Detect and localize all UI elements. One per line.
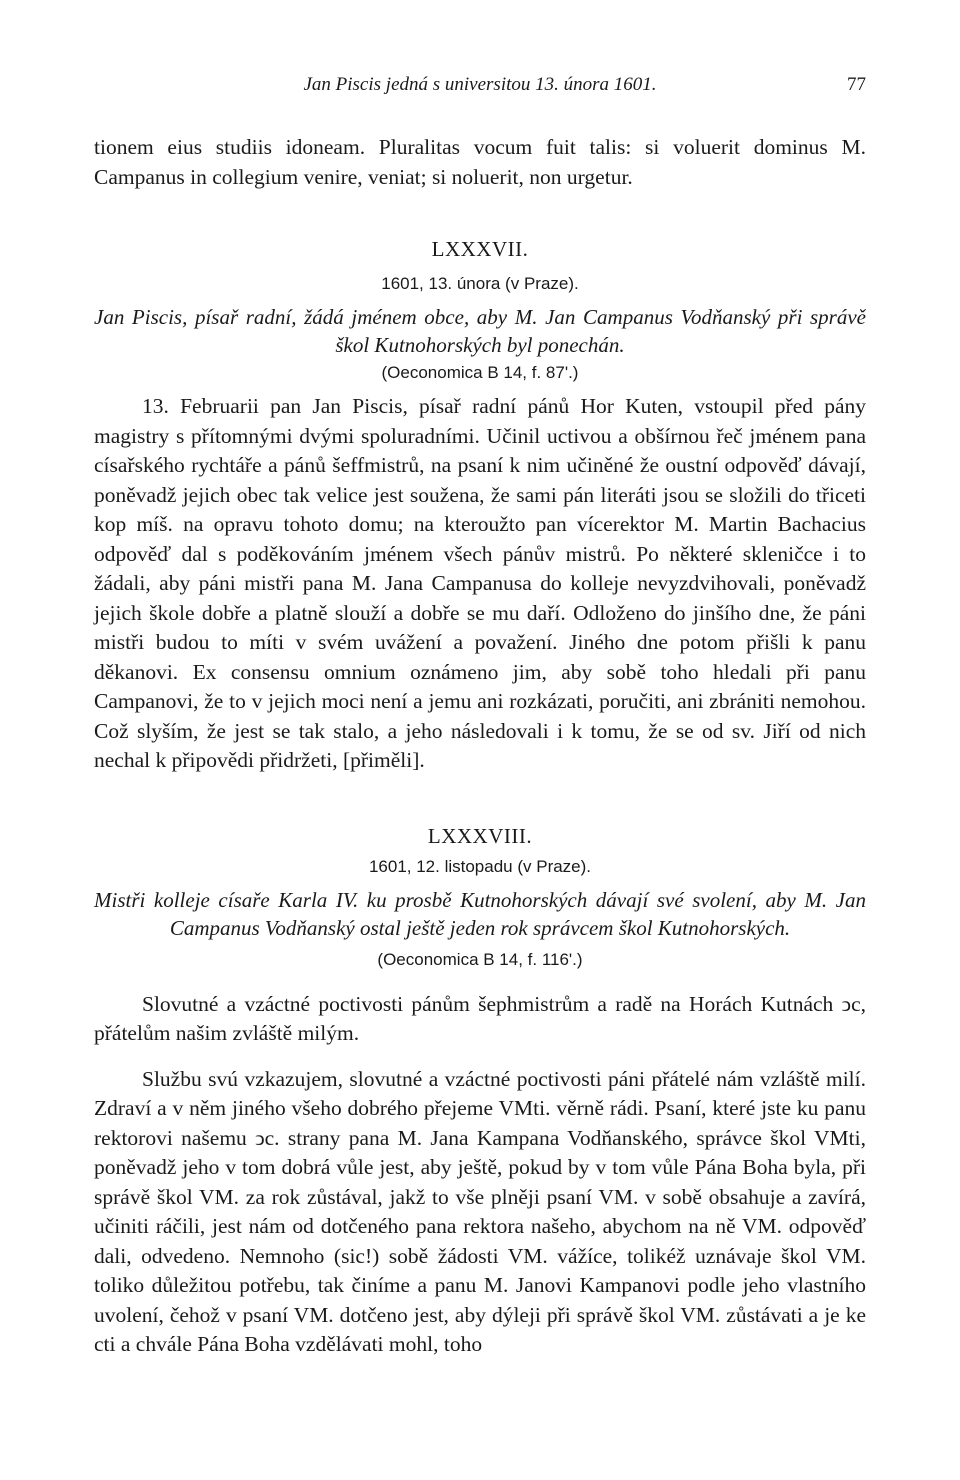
- document-summary: Jan Piscis, písař radní, žádá jménem obce, aby M. Jan Campanus Vodňanský při správě škol Kutnohorských byl ponechán.: [94, 305, 866, 357]
- opening-paragraph: tionem eius studiis idoneam. Pluralitas vocum fuit talis: si voluerit dominus M. Campanus in collegium venire, veniat; si noluerit, non urgetur.: [94, 135, 866, 189]
- running-head-title: Jan Piscis jedná s universitou 13. února 1601.: [303, 74, 657, 95]
- document-source: (Oeconomica B 14, f. 87'.): [381, 363, 579, 382]
- document-numeral: LXXXVIII.: [427, 823, 533, 848]
- document-text: 13. Februarii pan Jan Piscis, písař radní pánů Hor Kuten, vstoupil před pány magistry s přítomnými dvými spoluradními. Učinil uctivou a obšírnou řeč jménem pana císařského rychtáře a pánů šeffmistrů, na psaní k nim učiněné že oustní odpověď dávají, poněvadž jejich obec tak velice jest soužena, že sami pán literáti jsou se složili do třiceti kop míš. na opravu tohoto domu; na kteroužto pan vícerektor M. Martin Bachacius odpověď dal s poděkováním jménem všech pánův mistrů. Po některé skleničce i to žádali, aby páni mistři pana M. Jana Campanusa do kolleje nevyzdvihovali, poněvadž jejich škole dobře a platně slouží a dobře se mu daří. Odloženo do jinšího dne, že páni mistři budou to míti v svém uvážení a považení. Jiného dne potom přišli k panu děkanovi. Ex consensu omnium oznámeno jim, aby sobě toho hledali při panu Campanovi, že to v jejich moci není a jemu ani rozkázati, poručiti, ani zbrániti nemohou. Což slyším, že jest se tak stalo, a jeho následovali i k tomu, že se od sv. Jiří od nich nechal k připovědi přidržeti, [přiměli].: [94, 394, 866, 772]
- document-date: 1601, 13. února (v Praze).: [381, 274, 579, 293]
- document-summary: Mistři kolleje císaře Karla IV. ku prosbě Kutnohorských dávají své svolení, aby M. Jan Campanus Vodňanský ostal ještě jeden rok správcem škol Kutnohorských.: [94, 887, 866, 940]
- letter-address: Slovutné a vzáctné poctivosti pánům šephmistrům a radě na Horách Kutnách ↄc, přátelům našim zvláště milým.: [94, 991, 866, 1045]
- document-numeral: LXXXVII.: [431, 237, 529, 261]
- document-lxxxvii: [94, 237, 866, 776]
- document-date: 1601, 12. listopadu (v Praze).: [368, 856, 592, 876]
- page-number: 77: [847, 74, 866, 95]
- running-head: [94, 74, 866, 104]
- letter-body: Službu svú vzkazujem, slovutné a vzáctné poctivosti páni přátelé nám vzláště milí. Zdraví a v něm jiného všeho dobrého přejeme VMti. věrně rádi. Psaní, které jste ku panu rektorovi našemu ↄc. strany pana M. Jana Kampana Vodňanského, správce škol VMti, poněvadž jeho v tom dobrá vůle jest, aby ještě, pokud by v tom vůle Pána Boha byla, při správě škol VM. za rok zůstával, jakž to vše plněji psaní VM. v sobě obsahuje a zavírá, učiniti ráčili, jest nám od dotčeného pana rektora našeho, abychom na ně VM. odpověď dali, odvedeno. Nemnoho (sic!) sobě žádosti VM. vážíce, tolikéž uznávaje škol VM. toliko důležitou potřebu, tak činíme a panu M. Janovi Kampanovi podle jeho vlastního uvolení, čehož v psaní VM. dotčeno jest, aby dýleji při správě škol VM. zůstávati a je ke cti a chvále Pána Boha vzdělávati mohl, toho: [94, 1066, 866, 1356]
- document-lxxxviii: [94, 824, 866, 1360]
- page-body: [94, 133, 866, 1360]
- document-source: (Oeconomica B 14, f. 116'.): [377, 949, 583, 969]
